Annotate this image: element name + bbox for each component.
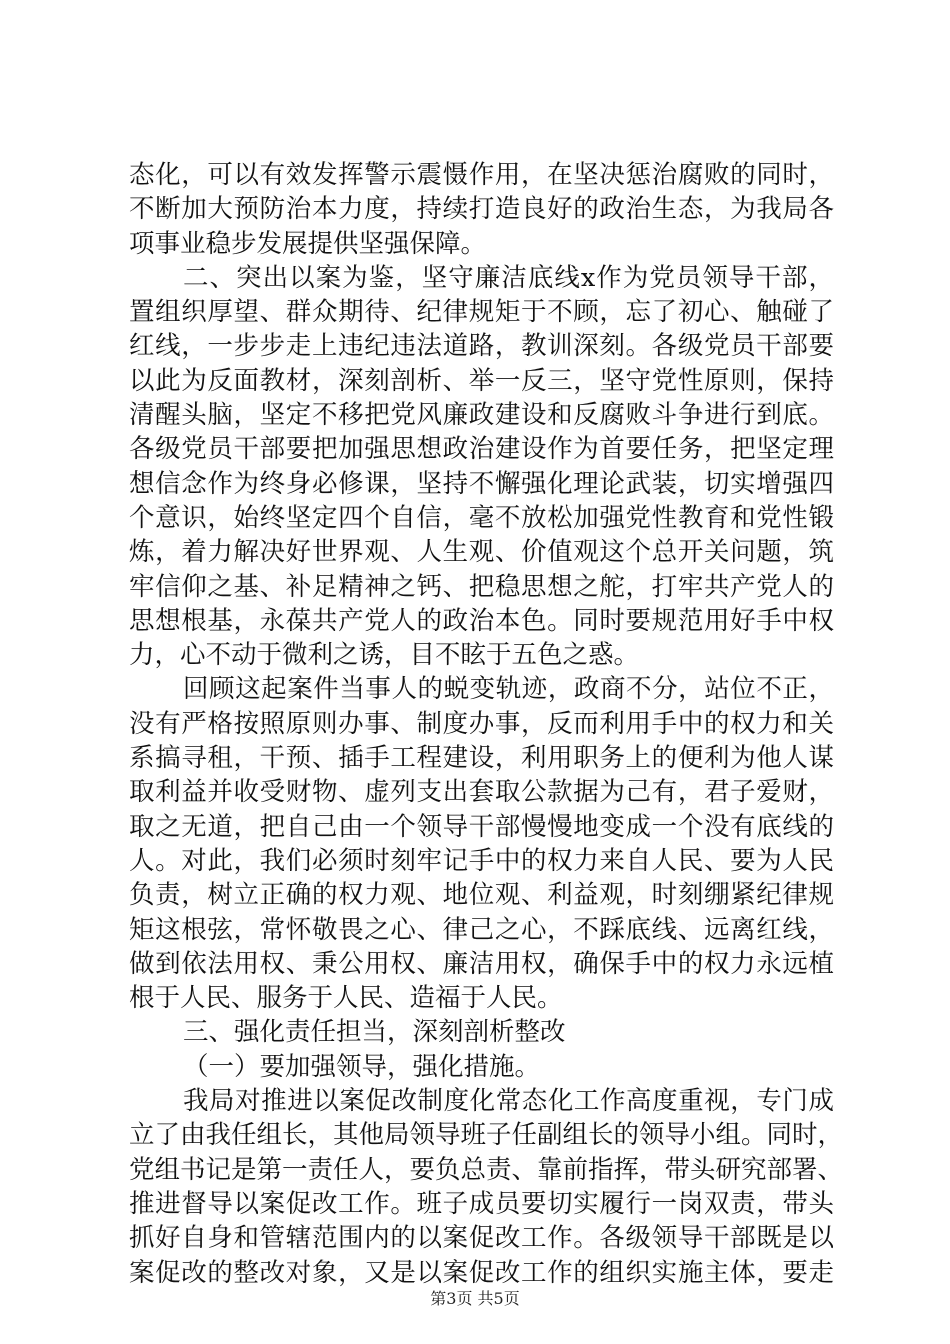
text-line: 推进督导以案促改工作。班子成员要切实履行一岗双责，带头	[129, 1188, 834, 1219]
text-line: 二、突出以案为鉴，坚守廉洁底线x作为党员领导干部，	[183, 262, 834, 293]
page-footer	[0, 1286, 950, 1309]
text-line: 没有严格按照原则办事、制度办事，反而利用手中的权力和关	[129, 708, 834, 739]
text-line: 党组书记是第一责任人，要负总责、靠前指挥，带头研究部署、	[129, 1154, 844, 1185]
text-line: 个意识，始终坚定四个自信，毫不放松加强党性教育和党性锻	[129, 502, 834, 533]
text-line: 立了由我任组长，其他局领导班子任副组长的领导小组。同时，	[129, 1120, 844, 1151]
text-line: 系搞寻租，干预、插手工程建设，利用职务上的便利为他人谋	[129, 743, 834, 774]
text-line: （一）要加强领导，强化措施。	[183, 1051, 541, 1082]
text-line: 三、强化责任担当，深刻剖析整改	[183, 1017, 566, 1048]
text-line: 不断加大预防治本力度，持续打造良好的政治生态，为我局各	[129, 194, 834, 225]
text-line: 态化，可以有效发挥警示震慑作用，在坚决惩治腐败的同时，	[129, 160, 834, 190]
text-line: 红线，一步步走上违纪违法道路，教训深刻。各级党员干部要	[129, 331, 834, 362]
document-body	[129, 158, 844, 1290]
text-line: 抓好自身和管辖范围内的以案促改工作。各级领导干部既是以	[129, 1223, 834, 1254]
text-line: 置组织厚望、群众期待、纪律规矩于不顾，忘了初心、触碰了	[129, 297, 834, 328]
text-line: 负责，树立正确的权力观、地位观、利益观，时刻绷紧纪律规	[129, 880, 834, 911]
text-line: 我局对推进以案促改制度化常态化工作高度重视，专门成	[183, 1086, 834, 1117]
text-line: 思想根基，永葆共产党人的政治本色。同时要规范用好手中权	[129, 605, 834, 636]
page-number-label: 第3页 共5页	[430, 1289, 520, 1308]
text-line: 案促改的整改对象，又是以案促改工作的组织实施主体，要走	[129, 1257, 834, 1288]
text-line: 做到依法用权、秉公用权、廉洁用权，确保手中的权力永远植	[129, 948, 834, 979]
text-line: 取之无道，把自己由一个领导干部慢慢地变成一个没有底线的	[129, 811, 834, 842]
text-line: 矩这根弦，常怀敬畏之心、律己之心，不踩底线、远离红线，	[129, 914, 834, 945]
text-line: 以此为反面教材，深刻剖析、举一反三，坚守党性原则，保持	[129, 365, 834, 396]
text-line: 想信念作为终身必修课，坚持不懈强化理论武装，切实增强四	[129, 468, 834, 499]
text-line: 各级党员干部要把加强思想政治建设作为首要任务，把坚定理	[129, 434, 834, 465]
text-line: 清醒头脑，坚定不移把党风廉政建设和反腐败斗争进行到底。	[129, 400, 834, 431]
text-line: 项事业稳步发展提供坚强保障。	[129, 228, 487, 259]
text-line: 牢信仰之基、补足精神之钙、把稳思想之舵，打牢共产党人的	[129, 571, 834, 602]
text-line: 人。对此，我们必须时刻牢记手中的权力来自人民、要为人民	[129, 845, 834, 876]
text-line: 根于人民、服务于人民、造福于人民。	[129, 983, 563, 1014]
text-line: 取利益并收受财物、虚列支出套取公款据为己有，君子爱财，	[129, 777, 834, 808]
text-line: 力，心不动于微利之诱，目不眩于五色之惑。	[129, 640, 640, 671]
text-line: 回顾这起案件当事人的蜕变轨迹，政商不分，站位不正，	[183, 674, 834, 705]
text-line: 炼，着力解决好世界观、人生观、价值观这个总开关问题，筑	[129, 537, 834, 568]
